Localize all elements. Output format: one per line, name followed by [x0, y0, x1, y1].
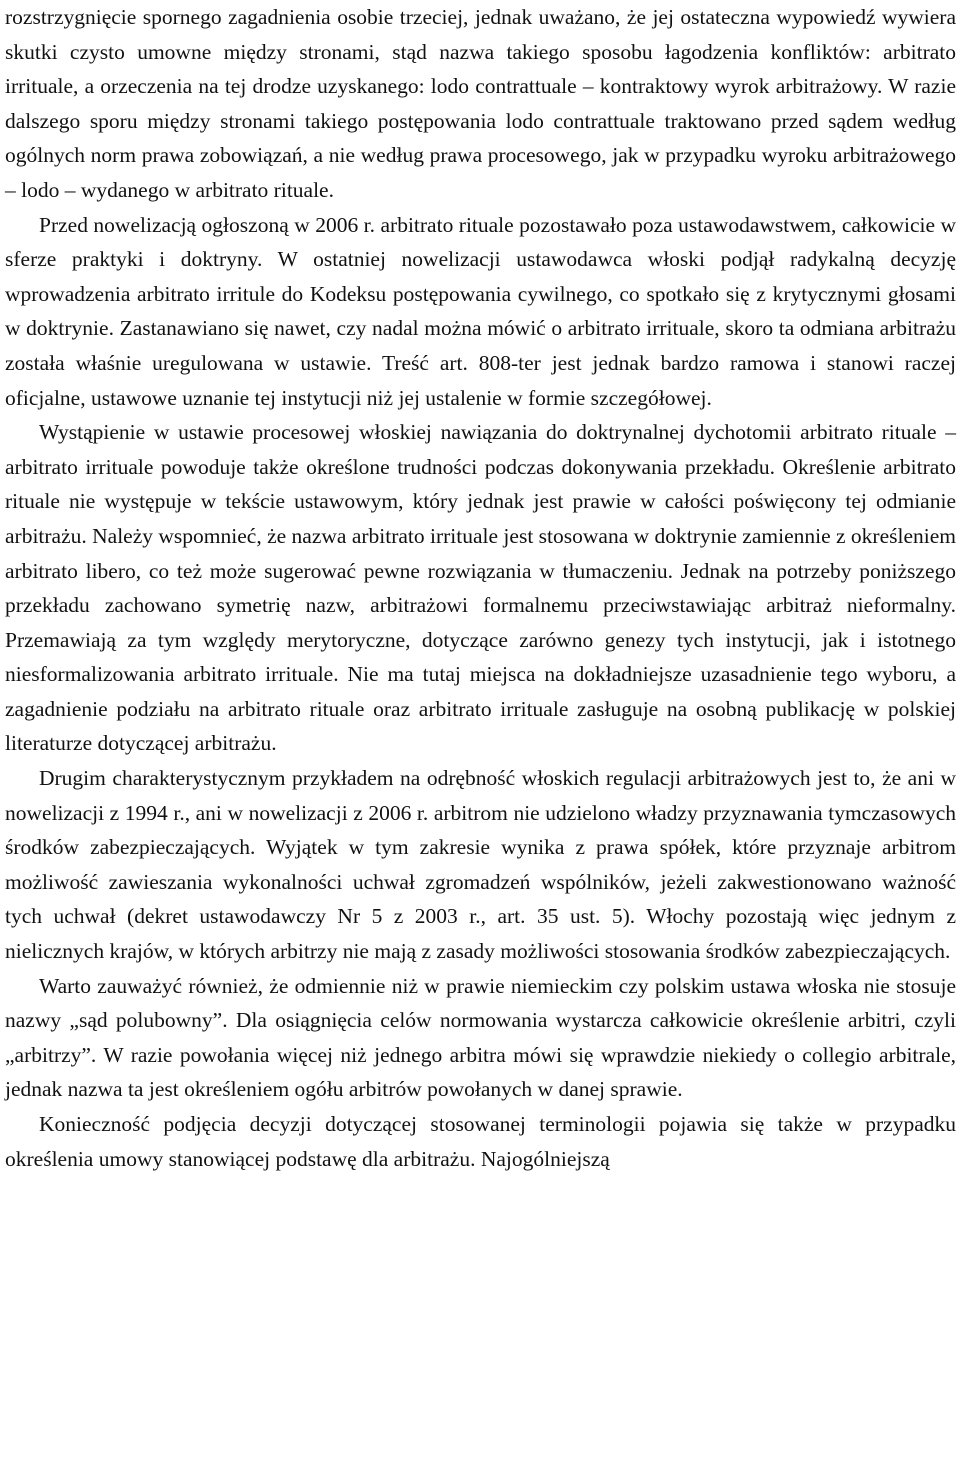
- paragraph-srodki-zabezpieczajace: Drugim charakterystycznym przykładem na odrębność włoskich regulacji arbitrażowych jest to, że ani w nowelizacji z 1994 r., ani w nowelizacji z 2006 r. arbitrom nie udzielono władzy przyznawania tymczasowych środków zabezpieczających. Wyjątek w tym zakresie wynika z prawa spółek, które przyznaje arbitrom możliwość zawieszania wykonalności uchwał zgromadzeń wspólników, jeżeli zakwestionowano ważność tych uchwał (dekret ustawodawczy Nr 5 z 2003 r., art. 35 ust. 5). Włochy pozostają więc jednym z nielicznych krajów, w których arbitrzy nie mają z zasady możliwości stosowania środków zabezpieczających.: [5, 766, 956, 964]
- paragraph-nowelizacja-2006: Przed nowelizacją ogłoszoną w 2006 r. arbitrato rituale pozostawało poza ustawodawstwem, całkowicie w sferze praktyki i doktryny. W ostatniej nowelizacji ustawodawca włoski podjął radykalną decyzję wprowadzenia arbitrato irritule do Kodeksu postępowania cywilnego, co spotkało się z krytycznymi głosami w doktrynie. Zastanawiano się nawet, czy nadal można mówić o arbitrato irrituale, skoro ta odmiana arbitrażu została właśnie uregulowana w ustawie. Treść art. 808-ter jest jednak bardzo ramowa i stanowi raczej oficjalne, ustawowe uznanie tej instytucji niż jej ustalenie w formie szczegółowej.: [5, 212, 956, 410]
- paragraph-dychotomia: Wystąpienie w ustawie procesowej włoskiej nawiązania do doktrynalnej dychotomii arbitrato rituale – arbitrato irrituale powoduje także określone trudności podczas dokonywania przekładu. Określenie arbitrato rituale nie występuje w tekście ustawowym, który jednak jest prawie w całości poświęcony tej odmianie arbitrażu. Należy wspomnieć, że nazwa arbitrato irrituale jest stosowana w doktrynie zamiennie z określeniem arbitrato libero, co też może sugerować pewne rozwiązania w tłumaczeniu. Jednak na potrzeby poniższego przekładu zachowano symetrię nazw, arbitrażowi formalnemu przeciwstawiając arbitraż nieformalny. Przemawiają za tym względy merytoryczne, dotyczące zarówno genezy tych instytucji, jak i istotnego niesformalizowania arbitrato irrituale. Nie ma tutaj miejsca na dokładniejsze uzasadnienie tego wyboru, a zagadnienie podziału na arbitrato rituale oraz arbitrato irrituale zasługuje na osobną publikację w polskiej literaturze dotyczącej arbitrażu.: [5, 420, 956, 756]
- paragraph-continuation: rozstrzygnięcie spornego zagadnienia osobie trzeciej, jednak uważano, że jej ostateczna wypowiedź wywiera skutki czysto umowne między stronami, stąd nazwa takiego sposobu łagodzenia konfliktów: arbitrato irrituale, a orzeczenia na tej drodze uzyskanego: lodo contrattuale – kontraktowy wyrok arbitrażowy. W razie dalszego sporu między stronami takiego postępowania lodo contrattuale traktowano przed sądem według ogólnych norm prawa zobowiązań, a nie według prawa procesowego, jak w przypadku wyroku arbitrażowego – lodo – wydanego w arbitrato rituale.: [5, 5, 956, 202]
- paragraph-terminologia: Konieczność podjęcia decyzji dotyczącej stosowanej terminologii pojawia się także w przypadku określenia umowy stanowiącej podstawę dla arbitrażu. Najogólniejszą: [5, 1112, 956, 1171]
- paragraph-sad-polubowny: Warto zauważyć również, że odmiennie niż w prawie niemieckim czy polskim ustawa włoska nie stosuje nazwy „sąd polubowny”. Dla osiągnięcia celów normowania wystarcza całkowicie określenie arbitri, czyli „arbitrzy”. W razie powołania więcej niż jednego arbitra mówi się wprawdzie niekiedy o collegio arbitrale, jednak nazwa ta jest określeniem ogółu arbitrów powołanych w danej sprawie.: [5, 973, 956, 1102]
